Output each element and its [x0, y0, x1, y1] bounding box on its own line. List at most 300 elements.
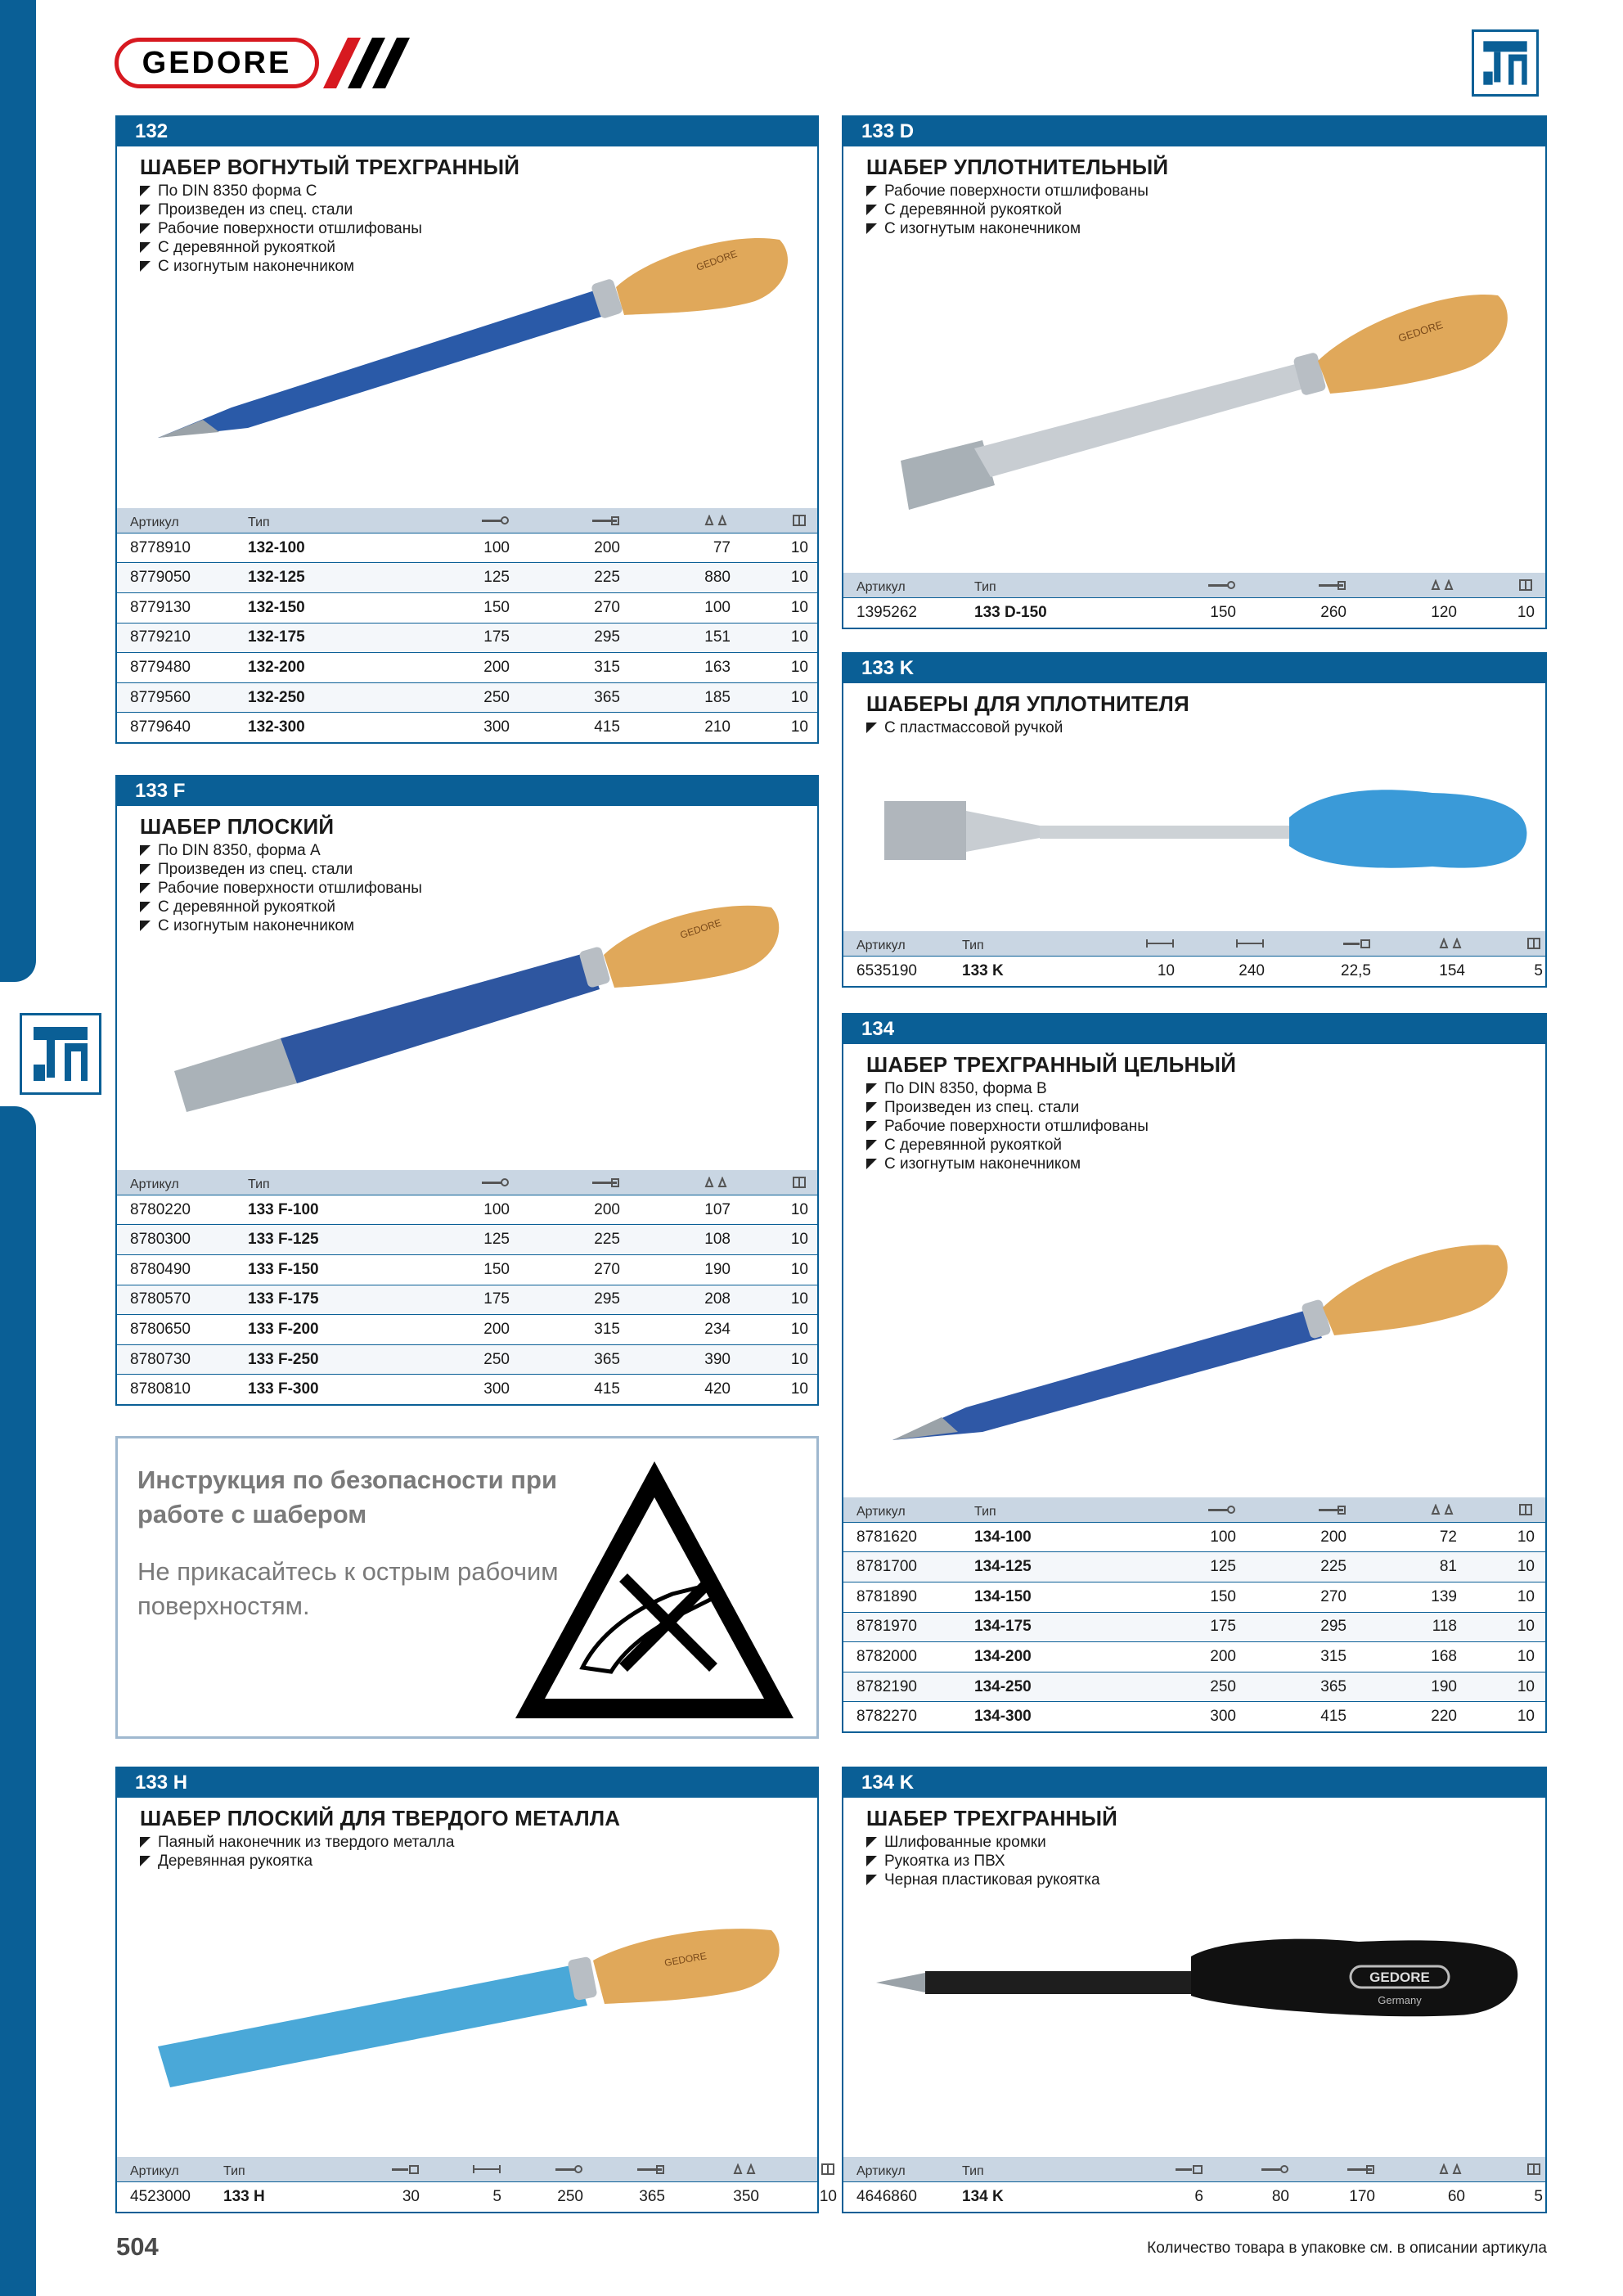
table-cell: 225	[594, 1231, 620, 1249]
table-cell: 10	[790, 628, 808, 646]
svg-text:GEDORE: GEDORE	[1369, 1970, 1430, 1985]
spec-table	[117, 1170, 817, 1404]
table-header	[117, 508, 817, 533]
table-cell: 10	[1517, 1677, 1535, 1695]
feature-item: По DIN 8350, форма В	[866, 1079, 1545, 1098]
table-cell: 81	[1439, 1558, 1457, 1576]
scraper-image	[868, 1924, 1531, 2046]
table-cell: 8779480	[130, 659, 191, 677]
table-cell: 8779560	[130, 688, 191, 706]
table-cell: 10	[790, 569, 808, 587]
product-title: ШАБЕР ТРЕХГРАННЫЙ ЦЕЛЬНЫЙ	[866, 1052, 1237, 1077]
table-cell: 133 H	[223, 2188, 265, 2206]
table-cell: 300	[483, 1380, 510, 1398]
table-cell: 132-125	[248, 569, 305, 587]
thickness-icon	[420, 2163, 501, 2179]
table-cell: 10	[790, 718, 808, 736]
spec-table	[843, 573, 1545, 628]
table-cell: 10	[1517, 1587, 1535, 1605]
table-cell: 133 F-300	[248, 1380, 319, 1398]
table-cell: 300	[1210, 1708, 1236, 1726]
feature-item: Рабочие поверхности отшлифованы	[140, 219, 817, 238]
table-cell: 132-200	[248, 659, 305, 677]
width-icon	[1117, 2163, 1203, 2179]
table-row	[117, 1224, 817, 1254]
table-cell: 270	[594, 1260, 620, 1278]
table-row	[843, 1641, 1545, 1672]
table-cell: 77	[713, 538, 731, 556]
safety-text: Не прикасайтесь к острым рабочим поверхностям.	[137, 1557, 559, 1620]
table-row	[117, 1374, 817, 1404]
col-article: Артикул	[856, 580, 906, 595]
col-type: Тип	[248, 515, 270, 529]
pack-icon	[1457, 1504, 1535, 1519]
table-cell: 208	[704, 1290, 731, 1308]
table-row	[843, 1522, 1545, 1552]
table-cell: 390	[704, 1350, 731, 1368]
scraper-image	[868, 1195, 1531, 1465]
pack-icon	[1465, 938, 1543, 953]
total-length-icon	[1289, 2163, 1375, 2179]
table-cell: 151	[704, 628, 731, 646]
table-cell: 150	[1210, 1587, 1236, 1605]
logo-text: GEDORE	[142, 45, 292, 80]
length-icon	[501, 2163, 583, 2179]
feature-list	[843, 718, 1545, 737]
feature-item: Шлифованные кромки	[866, 1833, 1545, 1852]
table-cell: 175	[483, 628, 510, 646]
table-cell: 125	[483, 569, 510, 587]
table-cell: 132-250	[248, 688, 305, 706]
product-code: 133 D	[843, 117, 1545, 146]
scraper-image	[142, 867, 796, 1112]
table-cell: 134-150	[974, 1587, 1032, 1605]
product-card-133k	[842, 652, 1547, 988]
scraper-image	[876, 777, 1531, 899]
table-row	[117, 1254, 817, 1285]
length-icon	[1203, 2163, 1289, 2179]
table-cell: 10	[1517, 1618, 1535, 1636]
table-cell: 185	[704, 688, 731, 706]
table-cell: 420	[704, 1380, 731, 1398]
table-row	[117, 533, 817, 563]
table-row	[117, 623, 817, 653]
length-icon	[1130, 579, 1236, 595]
table-cell: 200	[594, 538, 620, 556]
product-card-133f	[115, 775, 819, 1406]
table-cell: 134-200	[974, 1648, 1032, 1666]
table-cell: 8779640	[130, 718, 191, 736]
table-cell: 132-175	[248, 628, 305, 646]
table-cell: 250	[483, 1350, 510, 1368]
col-type: Тип	[223, 2164, 245, 2179]
feature-item: С деревянной рукояткой	[866, 1136, 1545, 1155]
feature-item: С изогнутым наконечником	[866, 1155, 1545, 1173]
table-cell: 8780220	[130, 1200, 191, 1218]
table-cell: 8780730	[130, 1350, 191, 1368]
safety-title: Инструкция по безопасности при работе с шабером	[137, 1465, 558, 1528]
table-cell: 8780570	[130, 1290, 191, 1308]
svg-text:GEDORE: GEDORE	[678, 916, 723, 941]
table-cell: 100	[483, 1200, 510, 1218]
table-row	[843, 1701, 1545, 1731]
table-cell: 315	[594, 659, 620, 677]
feature-list	[843, 182, 1545, 238]
table-row	[843, 956, 1545, 986]
table-cell: 134-125	[974, 1558, 1032, 1576]
table-cell: 8778910	[130, 538, 191, 556]
table-cell: 8782190	[856, 1677, 917, 1695]
table-cell: 10	[790, 1321, 808, 1339]
feature-item: Паяный наконечник из твердого металла	[140, 1833, 817, 1852]
col-type: Тип	[962, 2164, 984, 2179]
warning-triangle-icon	[509, 1455, 800, 1725]
col-article: Артикул	[856, 2164, 906, 2179]
scraper-image	[142, 223, 796, 461]
page-number: 504	[116, 2232, 159, 2261]
table-cell: 8781700	[856, 1558, 917, 1576]
table-cell: 295	[594, 628, 620, 646]
feature-list	[843, 1079, 1545, 1173]
table-cell: 8781620	[856, 1528, 917, 1546]
table-cell: 170	[1349, 2188, 1375, 2206]
feature-item: Рабочие поверхности отшлифованы	[866, 1117, 1545, 1136]
table-cell: 8779130	[130, 598, 191, 616]
table-cell: 175	[483, 1290, 510, 1308]
table-cell: 150	[483, 598, 510, 616]
table-cell: 1395262	[856, 604, 917, 622]
feature-item: Произведен из спец. стали	[140, 200, 817, 219]
table-cell: 365	[639, 2188, 665, 2206]
spec-table	[117, 508, 817, 742]
table-cell: 133 F-100	[248, 1200, 319, 1218]
table-row	[117, 1314, 817, 1344]
weight-icon	[1371, 938, 1465, 953]
table-cell: 200	[594, 1200, 620, 1218]
total-length-icon	[1236, 579, 1347, 595]
feature-item: Деревянная рукоятка	[140, 1852, 817, 1871]
table-row	[843, 1672, 1545, 1702]
table-cell: 10	[1517, 604, 1535, 622]
table-cell: 133 D-150	[974, 604, 1047, 622]
table-cell: 134 K	[962, 2188, 1004, 2206]
table-cell: 134-175	[974, 1618, 1032, 1636]
table-header	[843, 2157, 1545, 2181]
logo-stripes	[323, 38, 413, 88]
total-length-icon	[1236, 1504, 1347, 1519]
table-cell: 250	[1210, 1677, 1236, 1695]
table-cell: 125	[483, 1231, 510, 1249]
table-cell: 133 F-250	[248, 1350, 319, 1368]
col-article: Артикул	[130, 1177, 179, 1191]
table-row	[843, 2181, 1545, 2212]
table-cell: 5	[1534, 962, 1543, 980]
table-cell: 200	[1210, 1648, 1236, 1666]
table-row	[843, 1551, 1545, 1582]
feature-item: С деревянной рукояткой	[866, 200, 1545, 219]
table-cell: 10	[819, 2188, 837, 2206]
table-cell: 415	[594, 1380, 620, 1398]
product-title: ШАБЕР ТРЕХГРАННЫЙ	[866, 1806, 1118, 1830]
weight-icon	[665, 2163, 759, 2179]
product-card-134k	[842, 1767, 1547, 2213]
table-cell: 10	[790, 1290, 808, 1308]
table-row	[843, 1582, 1545, 1612]
table-header	[843, 931, 1545, 956]
table-cell: 365	[594, 1350, 620, 1368]
spec-table	[843, 931, 1545, 986]
inch-icon	[1068, 938, 1175, 953]
col-type: Тип	[248, 1177, 270, 1191]
feature-item: С изогнутым наконечником	[140, 916, 817, 935]
table-cell: 10	[790, 538, 808, 556]
table-cell: 8781970	[856, 1618, 917, 1636]
table-cell: 880	[704, 569, 731, 587]
table-row	[117, 1195, 817, 1225]
pack-icon	[731, 1177, 808, 1192]
spec-table	[843, 2157, 1545, 2212]
logo-pill	[115, 38, 319, 88]
table-cell: 8780300	[130, 1231, 191, 1249]
feature-item: С изогнутым наконечником	[140, 257, 817, 276]
table-cell: 154	[1439, 962, 1465, 980]
pack-icon	[1457, 579, 1535, 595]
table-cell: 8779210	[130, 628, 191, 646]
col-article: Артикул	[856, 939, 906, 953]
table-cell: 5	[492, 2188, 501, 2206]
feature-item: Произведен из спец. стали	[866, 1098, 1545, 1117]
edge-tab-top	[0, 0, 36, 982]
table-cell: 8780650	[130, 1321, 191, 1339]
table-cell: 10	[790, 688, 808, 706]
table-cell: 168	[1431, 1648, 1457, 1666]
product-code: 133 K	[843, 654, 1545, 683]
table-row	[117, 712, 817, 742]
table-cell: 8782270	[856, 1708, 917, 1726]
table-cell: 8781890	[856, 1587, 917, 1605]
col-type: Тип	[974, 1504, 996, 1519]
table-cell: 300	[483, 718, 510, 736]
table-cell: 5	[1534, 2188, 1543, 2206]
table-cell: 8780490	[130, 1260, 191, 1278]
col-article: Артикул	[856, 1504, 906, 1519]
product-card-133d	[842, 115, 1547, 629]
table-cell: 4523000	[130, 2188, 191, 2206]
table-cell: 134-300	[974, 1708, 1032, 1726]
edge-tab-bottom	[0, 1106, 36, 2296]
table-cell: 8782000	[856, 1648, 917, 1666]
feature-list	[117, 1833, 817, 1871]
table-cell: 200	[483, 1321, 510, 1339]
table-cell: 6535190	[856, 962, 917, 980]
pack-icon	[731, 515, 808, 530]
col-type: Тип	[962, 939, 984, 953]
table-row	[843, 597, 1545, 628]
table-cell: 365	[1320, 1677, 1347, 1695]
table-cell: 200	[483, 659, 510, 677]
product-code: 133 F	[117, 777, 817, 806]
feature-item: С деревянной рукояткой	[140, 898, 817, 916]
width-icon	[330, 2163, 420, 2179]
table-cell: 10	[1517, 1528, 1535, 1546]
table-cell: 100	[483, 538, 510, 556]
svg-text:GEDORE: GEDORE	[695, 247, 739, 273]
table-cell: 150	[1210, 604, 1236, 622]
table-cell: 134-100	[974, 1528, 1032, 1546]
gedore-logo	[115, 38, 413, 88]
table-cell: 315	[594, 1321, 620, 1339]
table-cell: 132-300	[248, 718, 305, 736]
product-code: 132	[117, 117, 817, 146]
table-cell: 10	[790, 1200, 808, 1218]
scraper-image	[876, 264, 1531, 526]
svg-text:Germany: Germany	[1378, 1994, 1422, 2006]
table-cell: 6	[1194, 2188, 1203, 2206]
table-row	[117, 2181, 837, 2212]
length-icon	[1130, 1504, 1236, 1519]
svg-text:GEDORE: GEDORE	[1396, 318, 1445, 344]
table-cell: 10	[1157, 962, 1175, 980]
table-cell: 10	[1517, 1708, 1535, 1726]
table-cell: 133 F-150	[248, 1260, 319, 1278]
width-icon	[1175, 938, 1265, 953]
weight-icon	[620, 515, 731, 530]
table-cell: 295	[1320, 1618, 1347, 1636]
feature-item: С деревянной рукояткой	[140, 238, 817, 257]
table-cell: 139	[1431, 1587, 1457, 1605]
table-cell: 10	[1517, 1558, 1535, 1576]
table-row	[117, 1344, 817, 1375]
table-cell: 133 F-200	[248, 1321, 319, 1339]
table-cell: 210	[704, 718, 731, 736]
table-cell: 133 K	[962, 962, 1004, 980]
table-cell: 350	[733, 2188, 759, 2206]
table-cell: 132-150	[248, 598, 305, 616]
product-title: ШАБЕР ПЛОСКИЙ	[140, 814, 335, 839]
product-card-132	[115, 115, 819, 744]
table-cell: 225	[594, 569, 620, 587]
table-cell: 10	[790, 1380, 808, 1398]
table-cell: 100	[704, 598, 731, 616]
table-cell: 190	[704, 1260, 731, 1278]
hammer-tools-icon	[20, 1013, 101, 1095]
table-header	[843, 1497, 1545, 1522]
table-cell: 415	[594, 718, 620, 736]
product-code: 134 K	[843, 1768, 1545, 1798]
table-row	[117, 652, 817, 682]
hammer-tools-icon	[1472, 29, 1539, 97]
table-cell: 133 F-175	[248, 1290, 319, 1308]
table-cell: 120	[1431, 604, 1457, 622]
table-cell: 30	[402, 2188, 420, 2206]
length-icon	[403, 1177, 510, 1192]
table-row	[117, 592, 817, 623]
weight-icon	[1375, 2163, 1465, 2179]
product-code: 134	[843, 1015, 1545, 1044]
table-cell: 80	[1271, 2188, 1289, 2206]
weight-icon	[1347, 579, 1457, 595]
table-row	[117, 682, 817, 713]
table-cell: 220	[1431, 1708, 1457, 1726]
table-cell: 118	[1432, 1618, 1457, 1636]
table-cell: 234	[704, 1321, 731, 1339]
feature-item: Произведен из спец. стали	[140, 860, 817, 879]
feature-item: По DIN 8350 форма С	[140, 182, 817, 200]
table-cell: 134-250	[974, 1677, 1032, 1695]
product-card-133h	[115, 1767, 837, 2213]
table-cell: 175	[1210, 1618, 1236, 1636]
table-cell: 225	[1320, 1558, 1347, 1576]
table-cell: 250	[483, 688, 510, 706]
pack-icon	[759, 2163, 837, 2179]
feature-item: По DIN 8350, форма А	[140, 841, 817, 860]
spec-table	[117, 2157, 837, 2212]
weight-icon	[1347, 1504, 1457, 1519]
spec-table	[843, 1497, 1545, 1731]
total-length-icon	[510, 515, 620, 530]
product-title: ШАБЕР ВОГНУТЫЙ ТРЕХГРАННЫЙ	[140, 155, 520, 179]
table-cell: 200	[1320, 1528, 1347, 1546]
table-row	[843, 1612, 1545, 1642]
col-article: Артикул	[130, 515, 179, 529]
table-cell: 270	[1320, 1587, 1347, 1605]
table-header	[843, 573, 1545, 597]
weight-icon	[620, 1177, 731, 1192]
table-cell: 315	[1320, 1648, 1347, 1666]
feature-item: Рабочие поверхности отшлифованы	[140, 879, 817, 898]
table-cell: 415	[1320, 1708, 1347, 1726]
table-cell: 4646860	[856, 2188, 917, 2206]
table-cell: 8780810	[130, 1380, 191, 1398]
feature-item: С пластмассовой ручкой	[866, 718, 1545, 737]
table-cell: 150	[483, 1260, 510, 1278]
table-cell: 10	[1517, 1648, 1535, 1666]
product-title: ШАБЕР ПЛОСКИЙ ДЛЯ ТВЕРДОГО МЕТАЛЛА	[140, 1806, 621, 1830]
table-cell: 108	[704, 1231, 731, 1249]
table-cell: 190	[1431, 1677, 1457, 1695]
table-cell: 100	[1210, 1528, 1236, 1546]
total-length-icon	[583, 2163, 665, 2179]
table-cell: 60	[1447, 2188, 1465, 2206]
table-cell: 10	[790, 1350, 808, 1368]
table-row	[117, 1285, 817, 1315]
table-cell: 10	[790, 1260, 808, 1278]
table-cell: 10	[790, 1231, 808, 1249]
feature-item: Черная пластиковая рукоятка	[866, 1871, 1545, 1889]
table-cell: 125	[1210, 1558, 1236, 1576]
feature-list	[843, 1833, 1545, 1889]
col-article: Артикул	[130, 2164, 179, 2179]
table-cell: 132-100	[248, 538, 305, 556]
total-length-icon	[510, 1177, 620, 1192]
table-cell: 10	[790, 598, 808, 616]
table-cell: 133 F-125	[248, 1231, 319, 1249]
feature-item: Рабочие поверхности отшлифованы	[866, 182, 1545, 200]
table-cell: 22,5	[1341, 962, 1371, 980]
pack-icon	[1465, 2163, 1543, 2179]
length-icon	[403, 515, 510, 530]
table-cell: 365	[594, 688, 620, 706]
feature-item: С изогнутым наконечником	[866, 219, 1545, 238]
svg-text:GEDORE: GEDORE	[663, 1950, 708, 1969]
safety-box	[115, 1436, 819, 1739]
product-title: ШАБЕР УПЛОТНИТЕЛЬНЫЙ	[866, 155, 1169, 179]
product-card-134	[842, 1013, 1547, 1733]
table-header	[117, 1170, 817, 1195]
product-code: 133 H	[117, 1768, 817, 1798]
table-cell: 107	[704, 1200, 731, 1218]
table-cell: 270	[594, 598, 620, 616]
